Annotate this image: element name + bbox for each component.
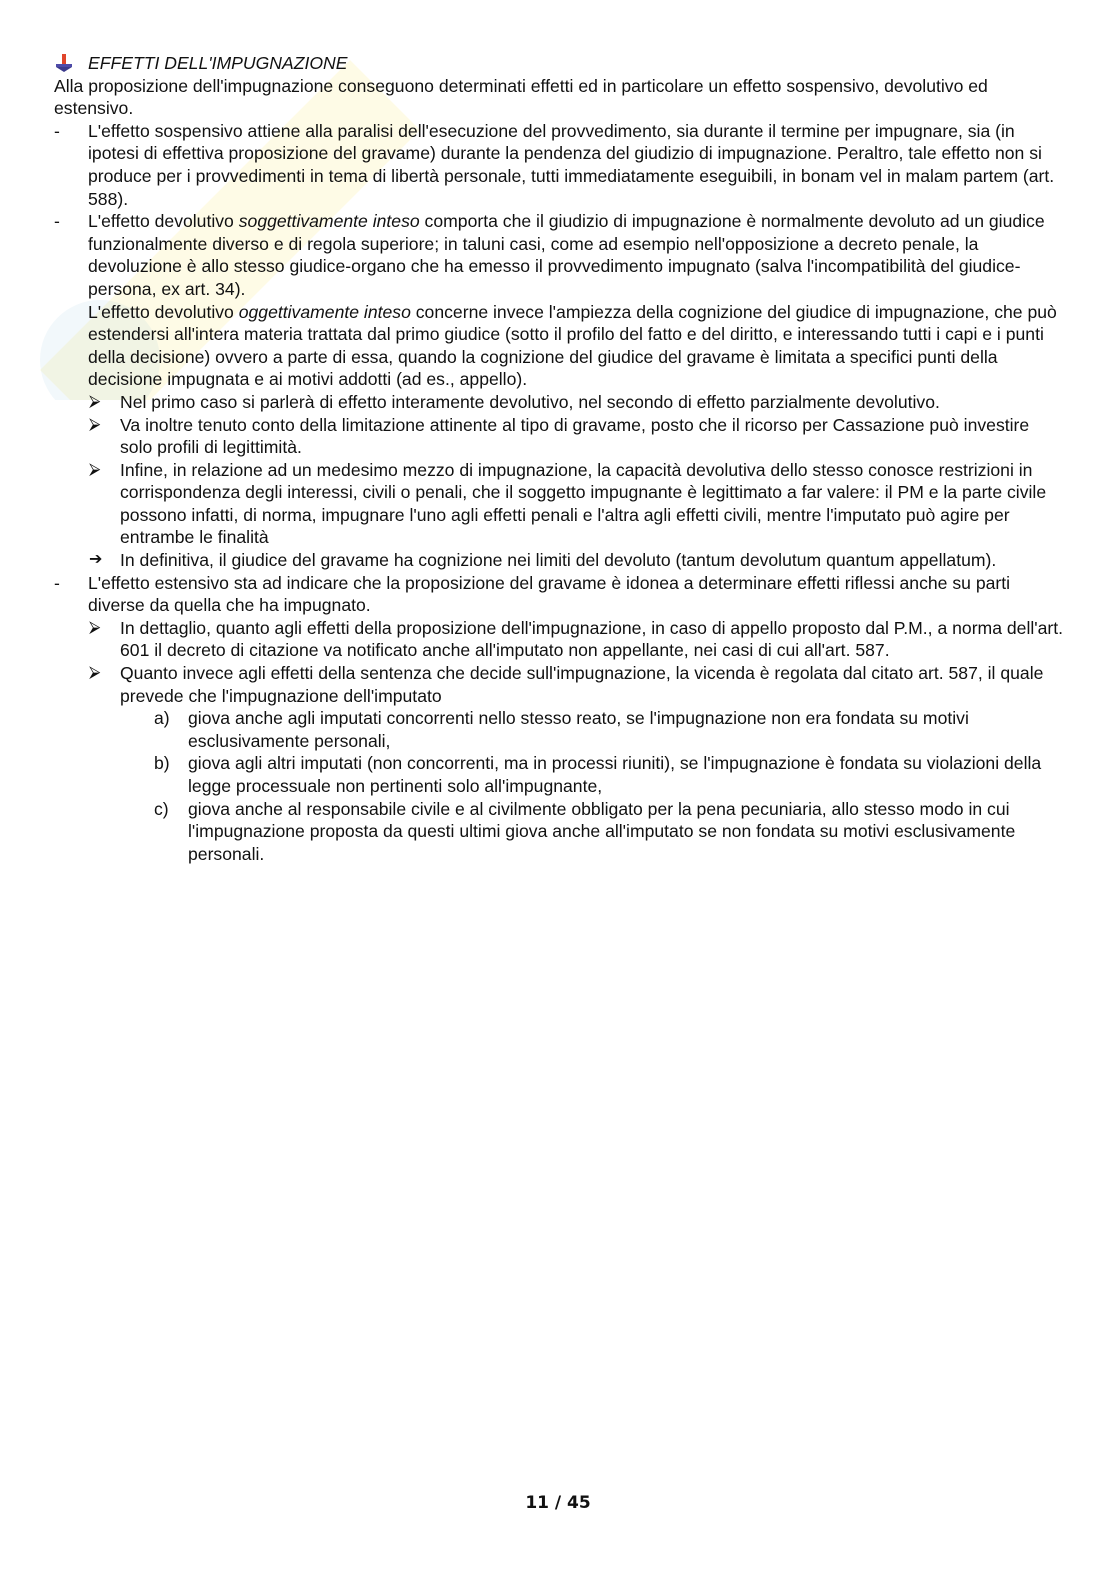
sub-item-devolutivo-3 <box>54 459 1064 549</box>
letter-label: b) <box>154 753 170 774</box>
item-text-italic: oggettivamente inteso <box>238 301 411 322</box>
chevron-icon: ⮚ <box>89 460 101 478</box>
list-item-sospensivo <box>54 120 1064 210</box>
bullet-arrow-icon <box>54 54 74 72</box>
chevron-icon: ⮚ <box>89 618 101 636</box>
sub-item-text: Nel primo caso si parlerà di effetto interamente devolutivo, nel secondo di effetto parzialmente devolutivo. <box>120 391 940 412</box>
letter-label: c) <box>154 798 169 819</box>
sub-item-estensivo-1 <box>54 617 1064 662</box>
letter-item-a <box>54 707 1064 752</box>
letter-text: giova agli altri imputati (non concorrenti, ma in processi riuniti), se l'impugnazione è fondata su violazioni della legge processuale non pertinenti solo all'impugnante, <box>188 753 1042 796</box>
section-title: EFFETTI DELL'IMPUGNAZIONE <box>88 53 348 73</box>
chevron-icon: ⮚ <box>89 392 101 410</box>
sub-item-text: In dettaglio, quanto agli effetti della proposizione dell'impugnazione, in caso di appello proposto dal P.M., a norma dell'art. 601 il decreto di citazione va notificato anche all'imputato non appellante, nei casi di cui all'art. 587. <box>120 617 1064 661</box>
sub-item-estensivo-2 <box>54 662 1064 707</box>
letter-text: giova anche agli imputati concorrenti nello stesso reato, se l'impugnazione non era fondata su motivi esclusivamente personali, <box>188 708 969 751</box>
intro-paragraph: Alla proposizione dell'impugnazione conseguono determinati effetti ed in particolare un effetto sospensivo, devolutivo ed estensivo. <box>54 75 988 119</box>
chevron-icon: ⮚ <box>89 664 101 682</box>
arrow-right-icon: ➔ <box>89 551 103 569</box>
letter-item-b <box>54 752 1064 797</box>
dash-marker: - <box>54 120 60 141</box>
item-text-post: concerne invece l'ampiezza della cognizione del giudice di impugnazione, che può estendersi all'intera materia trattata dal primo giudice (sotto il profilo del fatto e del diritto, e interessando tutti i capi e i punti della decisione) ovvero a parte di essa, quando la cognizione del giudice del gravame è limitata a specifici punti della decisione impugnata e ai motivi addotti (ad es., appello). <box>88 301 1057 390</box>
letter-label: a) <box>154 708 170 729</box>
sub-item-conclusion <box>54 549 1064 572</box>
sub-item-text: In definitiva, il giudice del gravame ha cognizione nei limiti del devoluto (tantum devolutum quantum appellatum). <box>120 550 997 571</box>
sub-item-text: Va inoltre tenuto conto della limitazione attinente al tipo di gravame, posto che il ricorso per Cassazione può investire solo profili di legittimità. <box>120 414 1030 458</box>
sub-item-text: Quanto invece agli effetti della sentenza che decide sull'impugnazione, la vicenda è regolata dal citato art. 587, il quale prevede che l'impugnazione dell'imputato <box>120 663 1044 706</box>
list-item-devolutivo-soggettivo <box>54 210 1064 300</box>
sub-item-text: Infine, in relazione ad un medesimo mezzo di impugnazione, la capacità devolutiva dello stesso conosce restrizioni in corrispondenza degli interessi, civili o penali, che il soggetto impugnante è legittimato a far valere: il PM e la parte civile possono infatti, di norma, impugnare l'uno agli effetti penali e l'altra agli effetti civili, mentre l'imputato può agire per entrambe le finalità <box>120 459 1047 548</box>
list-item-estensivo <box>54 572 1064 617</box>
paragraph-devolutivo-oggettivo <box>54 301 1064 391</box>
sub-item-devolutivo-2 <box>54 414 1064 459</box>
item-text: L'effetto estensivo sta ad indicare che la proposizione del gravame è idonea a determinare effetti riflessi anche su parti diverse da quella che ha impugnato. <box>88 572 1011 616</box>
item-text: L'effetto sospensivo attiene alla paralisi dell'esecuzione del provvedimento, sia durante il termine per impugnare, sia (in ipotesi di effettiva proposizione del gravame) durante la pendenza del giudizio di impugnazione. Peraltro, tale effetto non si produce per i provvedimenti in tema di libertà personale, tutti immediatamente eseguibili, in bonam vel in malam partem (art. 588). <box>88 120 1055 209</box>
letter-item-c <box>54 798 1064 866</box>
item-text-pre: L'effetto devolutivo <box>88 211 239 232</box>
item-text-pre: L'effetto devolutivo <box>88 301 239 322</box>
dash-marker: - <box>54 572 60 593</box>
sub-item-devolutivo-1 <box>54 391 1064 414</box>
page-number: 11 / 45 <box>525 1493 591 1513</box>
item-text-italic: soggettivamente inteso <box>238 211 420 232</box>
item-text-post: comporta che il giudizio di impugnazione è normalmente devoluto ad un giudice funzionalmente diverso e di regola superiore; in taluni casi, come ad esempio nell'opposizione a decreto penale, la devoluzione è allo stesso giudice-organo che ha emesso il provvedimento impugnato (salva l'incompatibilità del giudice-persona, ex art. 34). <box>88 211 1045 299</box>
chevron-icon: ⮚ <box>89 415 101 433</box>
dash-marker: - <box>54 211 60 232</box>
letter-text: giova anche al responsabile civile e al civilmente obbligato per la pena pecuniaria, allo stesso modo in cui l'impugnazione proposta da questi ultimi giova anche all'imputato se non fondata su motivi esclusivamente personali. <box>188 798 1016 864</box>
document-body <box>54 52 1064 865</box>
section-heading <box>54 52 1064 75</box>
